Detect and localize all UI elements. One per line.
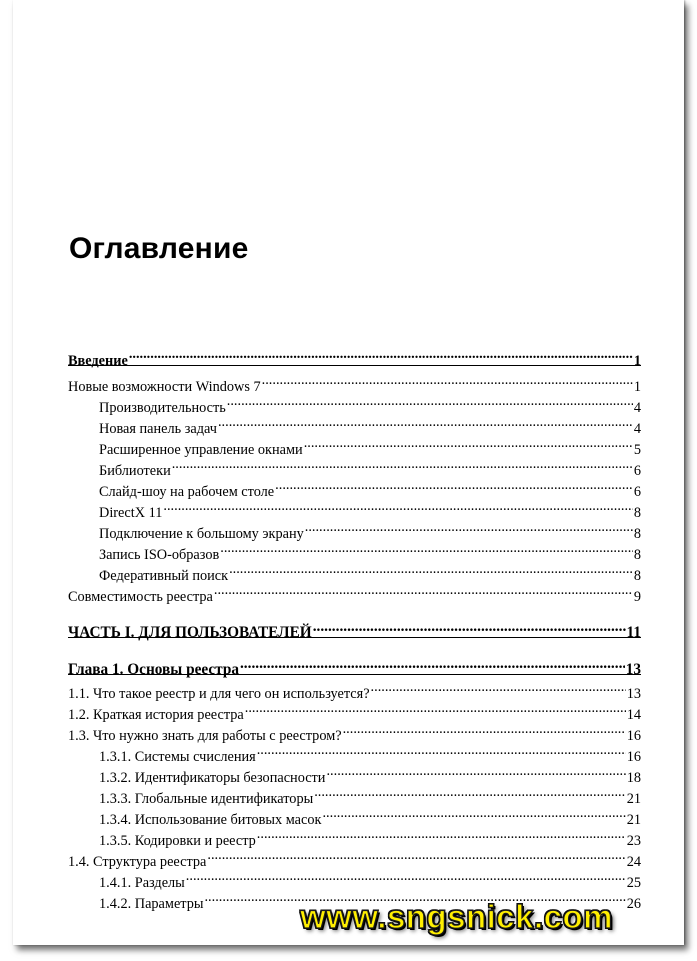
table-of-contents: [68, 344, 641, 912]
toc-entry-page: 21: [626, 791, 641, 807]
toc-entry-label: ЧАСТЬ I. ДЛЯ ПОЛЬЗОВАТЕЛЕЙ: [68, 624, 312, 641]
toc-entry-label: 1.3.1. Системы счисления: [99, 749, 256, 765]
toc-entry-label: Новые возможности Windows 7: [68, 379, 261, 395]
toc-entry-page: 13: [626, 686, 641, 702]
toc-entry-label: Библиотеки: [99, 463, 171, 479]
toc-entry-page: 8: [633, 526, 641, 542]
toc-entry-page: 9: [633, 589, 641, 605]
toc-entry-label: Слайд-шоу на рабочем столе: [99, 484, 275, 500]
toc-entry-page: 18: [626, 770, 641, 786]
toc-entry-page: 1: [633, 353, 641, 369]
dot-leader: [256, 740, 626, 761]
toc-entry-label: 1.3.4. Использование битовых масок: [99, 812, 322, 828]
dot-leader: [313, 782, 626, 803]
toc-entry-page: 13: [625, 661, 641, 678]
toc-entry[interactable]: [68, 344, 641, 369]
toc-entry-label: 1.4.1. Разделы: [99, 875, 185, 891]
toc-entry-page: 14: [626, 707, 641, 723]
toc-entry-label: 1.3.5. Кодировки и реестр: [99, 833, 256, 849]
dot-leader: [303, 433, 633, 454]
toc-entry-label: 1.1. Что такое реестр и для чего он используется?: [68, 686, 370, 702]
dot-leader: [239, 653, 625, 674]
toc-entry-page: 5: [633, 442, 641, 458]
toc-entry-page: 26: [626, 896, 641, 912]
toc-entry-page: 6: [633, 463, 641, 479]
toc-part-entry[interactable]: [68, 616, 641, 641]
document-page: [13, 0, 684, 945]
toc-entry-label: Расширенное управление окнами: [99, 442, 303, 458]
toc-entry-label: Федеративный поиск: [99, 568, 229, 584]
toc-entry-label: 1.3. Что нужно знать для работы с реестром?: [68, 728, 342, 744]
toc-chapter-entry[interactable]: [68, 653, 641, 678]
toc-entry-page: 8: [633, 505, 641, 521]
dot-leader: [206, 845, 625, 866]
page-title: Оглавление: [69, 232, 249, 265]
toc-entry-label: 1.3.2. Идентификаторы безопасности: [99, 770, 326, 786]
toc-entry-label: Подключение к большому экрану: [99, 526, 304, 542]
toc-entry-label: 1.3.3. Глобальные идентификаторы: [99, 791, 314, 807]
toc-entry-label: Запись ISO-образов: [99, 547, 220, 563]
toc-entry-page: 4: [633, 400, 641, 416]
dot-leader: [228, 559, 633, 580]
toc-entry-page: 11: [626, 624, 641, 641]
toc-entry-page: 1: [633, 379, 641, 395]
dot-leader: [321, 803, 625, 824]
toc-entry-page: 23: [626, 833, 641, 849]
toc-entry-label: Совместимость реестра: [68, 589, 213, 605]
dot-leader: [256, 824, 626, 845]
dot-leader: [219, 538, 633, 559]
dot-leader: [185, 866, 626, 887]
divider: [68, 365, 641, 366]
dot-leader: [213, 580, 633, 601]
toc-entry[interactable]: [68, 677, 641, 702]
dot-leader: [244, 698, 626, 719]
watermark: www.sngsnick.com: [300, 898, 614, 935]
toc-entry-page: 8: [633, 568, 641, 584]
toc-entry-page: 6: [633, 484, 641, 500]
dot-leader: [261, 370, 633, 391]
dot-leader: [226, 391, 633, 412]
toc-entry-page: 16: [626, 728, 641, 744]
toc-entry-label: 1.2. Краткая история реестра: [68, 707, 244, 723]
dot-leader: [312, 616, 626, 637]
toc-entry-label: 1.4.2. Параметры: [99, 896, 204, 912]
toc-entry[interactable]: [68, 370, 641, 395]
dot-leader: [128, 344, 633, 365]
toc-entry-label: Введение: [68, 353, 128, 369]
toc-entry-page: 25: [626, 875, 641, 891]
dot-leader: [342, 719, 626, 740]
dot-leader: [370, 677, 626, 698]
toc-entry-page: 24: [626, 854, 641, 870]
dot-leader: [325, 761, 625, 782]
toc-entry-page: 8: [633, 547, 641, 563]
toc-entry-label: Производительность: [99, 400, 226, 416]
dot-leader: [304, 517, 633, 538]
toc-entry-page: 16: [626, 749, 641, 765]
toc-entry-label: DirectX 11: [99, 505, 163, 521]
dot-leader: [171, 454, 633, 475]
dot-leader: [217, 412, 633, 433]
toc-entry-page: 21: [626, 812, 641, 828]
toc-entry-label: Новая панель задач: [99, 421, 217, 437]
toc-entry-label: 1.4. Структура реестра: [68, 854, 207, 870]
toc-entry-label: Глава 1. Основы реестра: [68, 661, 239, 678]
dot-leader: [162, 496, 632, 517]
dot-leader: [274, 475, 633, 496]
toc-entry-page: 4: [633, 421, 641, 437]
